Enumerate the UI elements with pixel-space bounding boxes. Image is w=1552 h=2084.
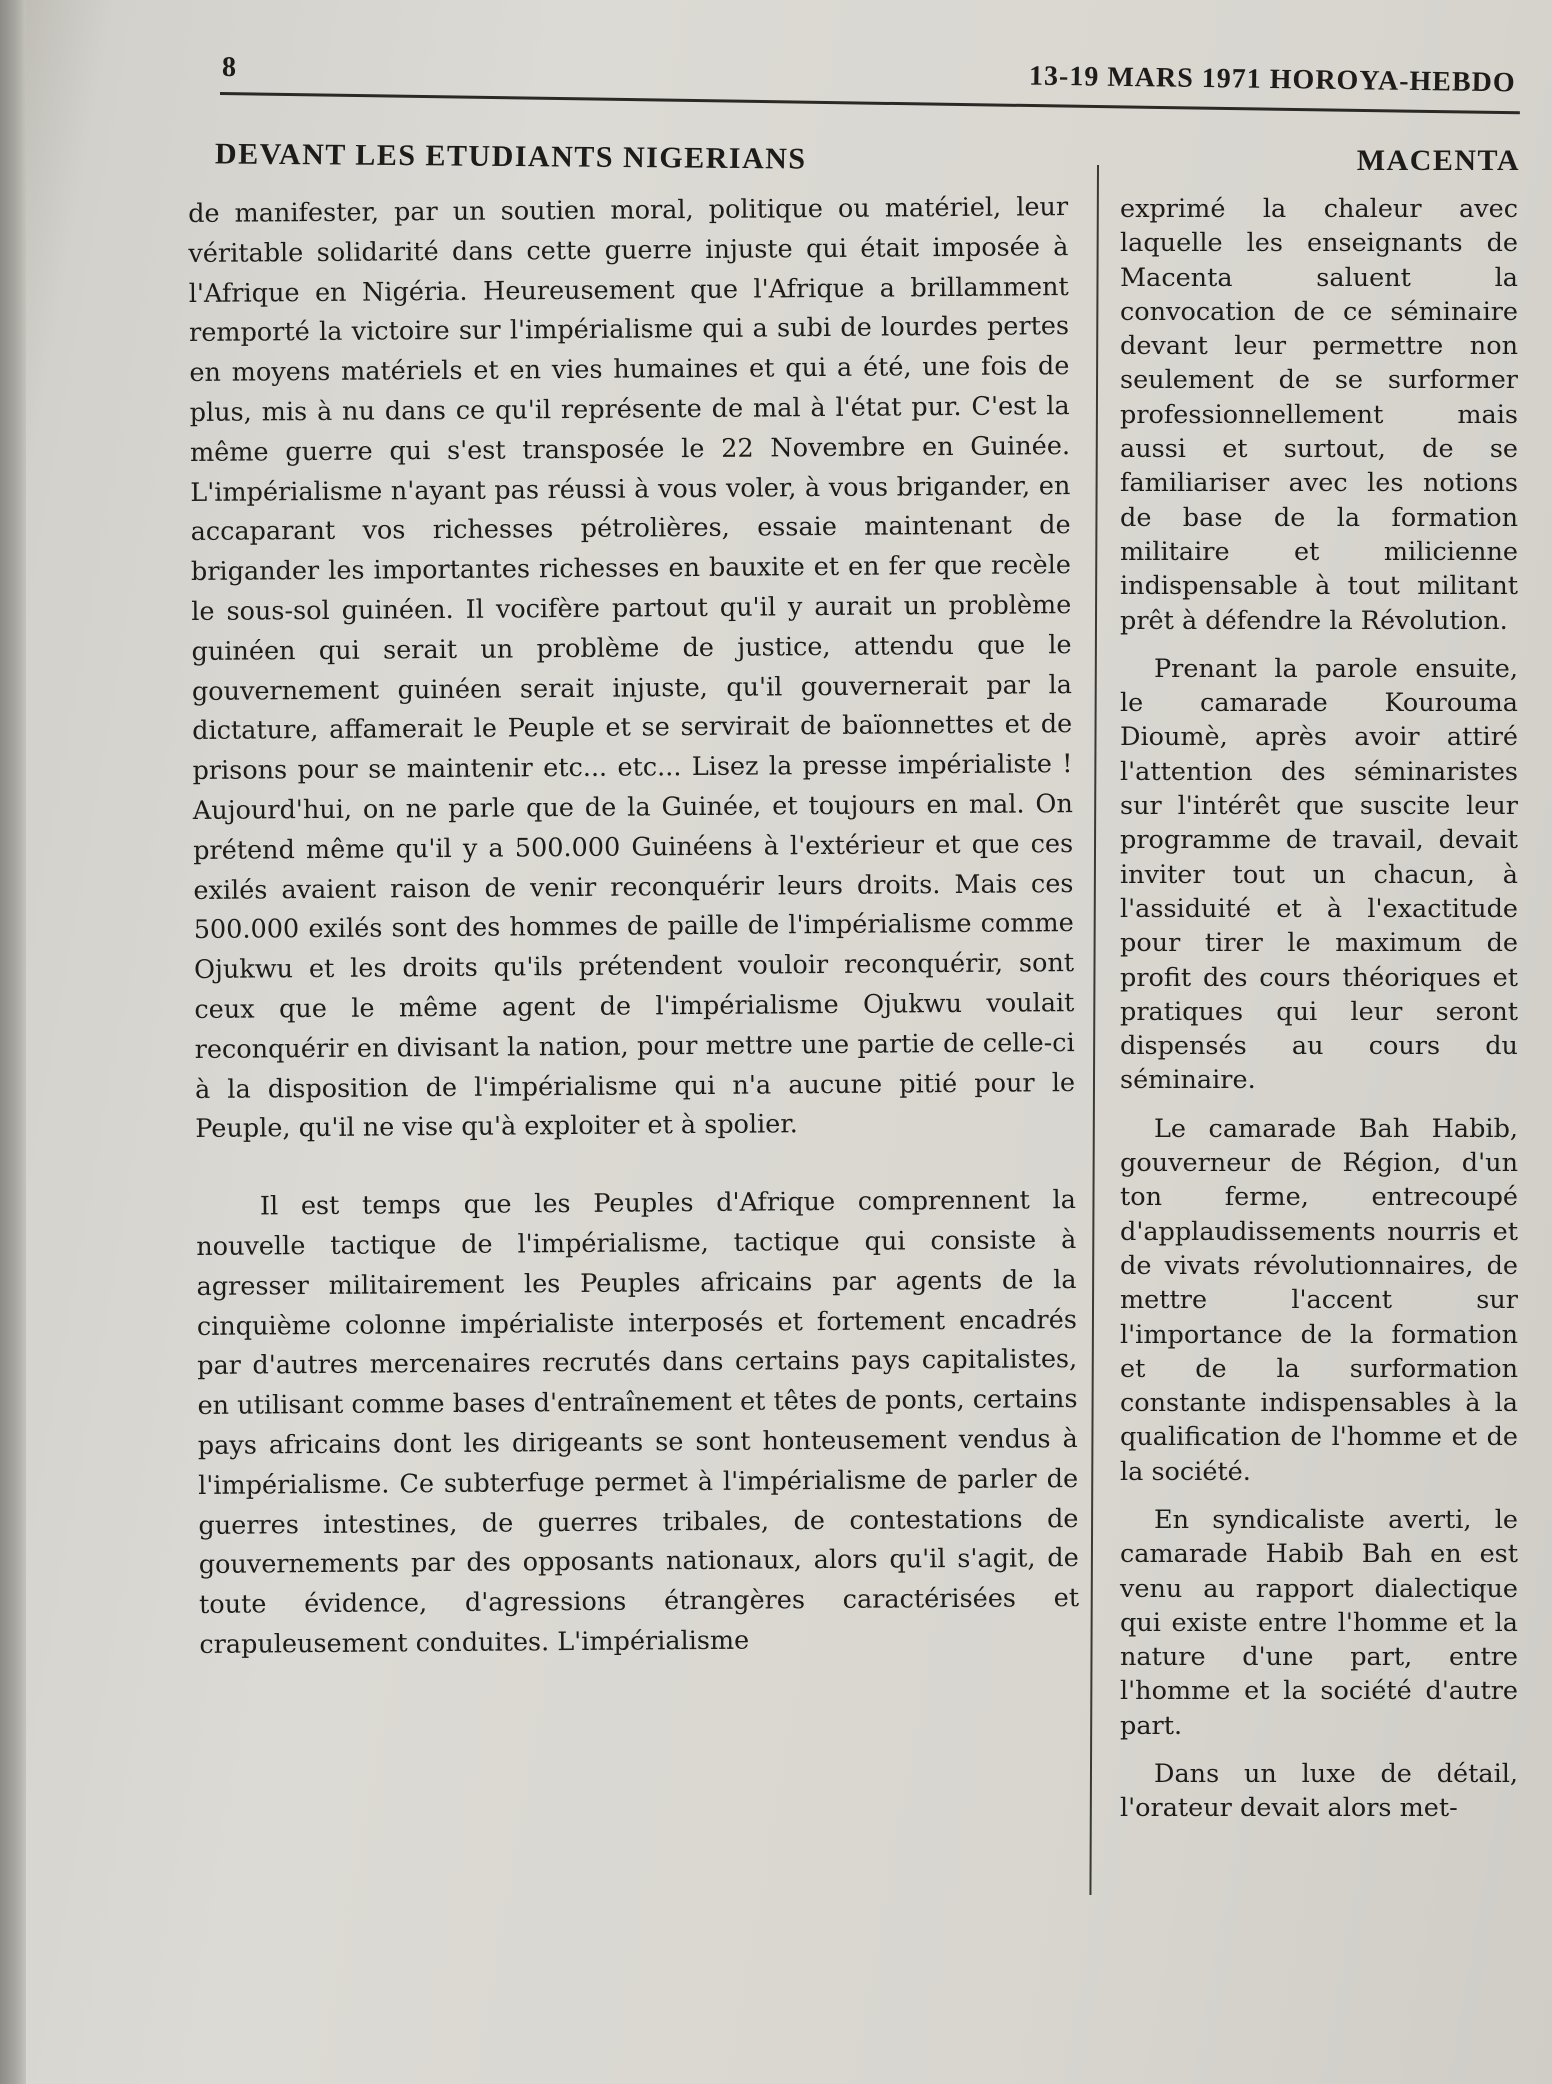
page-spine-shadow (0, 0, 26, 2084)
issue-masthead: 13-19 MARS 1971 HOROYA-HEBDO (1029, 60, 1517, 99)
right-paragraph-3: Le camarade Bah Habib, gouverneur de Région, d'un ton ferme, entrecoupé d'applaudissements nourris et de vivats révolutionnaires, de mettre l'accent sur l'importance de la formation et de la surformation constante indispensables à la qualification de l'homme et de la société. (1120, 1113, 1518, 1487)
left-paragraph-1: de manifester, par un soutien moral, politique ou matériel, leur véritable solidarité dans cette guerre injuste qui était imposée à l'Afrique en Nigéria. Heureusement que l'Afrique a brillamment remporté la victoire sur l'impérialisme qui a subi de lourdes pertes en moyens matériels et en vies humaines et qui a été, une fois de plus, mis à nu dans ce qu'il représente de mal à l'état pur. C'est la même guerre qui s'est transposée le 22 Novembre en Guinée. L'impérialisme n'ayant pas réussi à vous voler, à vous brigander, en accaparant vos richesses pétrolières, essaie maintenant de brigander les importantes richesses en bauxite et en fer que recèle le sous-sol guinéen. Il vocifère partout qu'il y aurait un problème guinéen qui serait un problème de justice, attendu que le gouvernement guinéen serait injuste, qu'il gouvernerait par la dictature, affamerait le Peuple et se servirait de baïonnettes et de prisons pour se maintenir etc... etc... Lisez la presse impérialiste ! Aujourd'hui, on ne parle que de la Guinée, et toujours en mal. On prétend même qu'il y a 500.000 Guinéens à l'extérieur et que ces exilés avaient raison de venir reconquérir leurs droits. Mais ces 500.000 exilés sont des hommes de paille de l'impérialisme comme Ojukwu et les droits qu'ils prétendent vouloir reconquérir, sont ceux que le même agent de l'impérialisme Ojukwu voulait reconquérir en divisant la nation, pour mettre une partie de celle-ci à la disposition de l'impérialisme qui n'a aucune pitié pour le Peuple, qu'il ne vise qu'à exploiter et à spolier. (188, 192, 1076, 1145)
left-paragraph-2: Il est temps que les Peuples d'Afrique comprennent la nouvelle tactique de l'impérialisme, tactique qui consiste à agresser militairement les Peuples africains par agents de la cinquième colonne impérialiste interposés et fortement encadrés par d'autres mercenaires recrutés dans certains pays capitalistes, en utilisant comme bases d'entraînement et têtes de ponts, certains pays africains dont les dirigeants se sont honteusement vendus à l'impérialisme. Ce subterfuge permet à l'impérialisme de parler de guerres intestines, de guerres tribales, de contestations de gouvernements par des opposants nationaux, alors qu'il s'agit, de toute évidence, d'agressions étrangères caractérisées et crapuleusement conduites. L'impérialisme (196, 1185, 1080, 1660)
right-paragraph-1: exprimé la chaleur avec laquelle les enseignants de Macenta saluent la convocation de ce séminaire devant leur permettre non seulement de se surformer professionnellement mais aussi et surtout, de se familiariser avec les notions de base de la formation militaire et milicienne indispensable à tout militant prêt à défendre la Révolution. (1120, 194, 1518, 636)
left-running-title: DEVANT LES ETUDIANTS NIGERIANS (214, 137, 807, 176)
left-article-column (188, 188, 1080, 1666)
right-paragraph-2: Prenant la parole ensuite, le camarade Kourouma Dioumè, après avoir attiré l'attention des séminaristes sur l'intérêt que suscite leur programme de travail, devait inviter tout un chacun, à l'assiduité et à l'exactitude pour tirer le maximum de profit des cours théoriques et pratiques qui leur seront dispensés au cours du séminaire. (1120, 653, 1518, 1096)
right-running-title: MACENTA (1356, 144, 1520, 177)
right-article-column (1120, 192, 1518, 1826)
right-paragraph-5: Dans un luxe de détail, l'orateur devait alors met- (1120, 1759, 1518, 1824)
right-paragraph-4: En syndicaliste averti, le camarade Habib Bah en est venu au rapport dialectique qui existe entre l'homme et la nature d'une part, entre l'homme et la société d'autre part. (1120, 1504, 1518, 1741)
page-number: 8 (222, 52, 236, 83)
column-divider (1089, 165, 1099, 1895)
